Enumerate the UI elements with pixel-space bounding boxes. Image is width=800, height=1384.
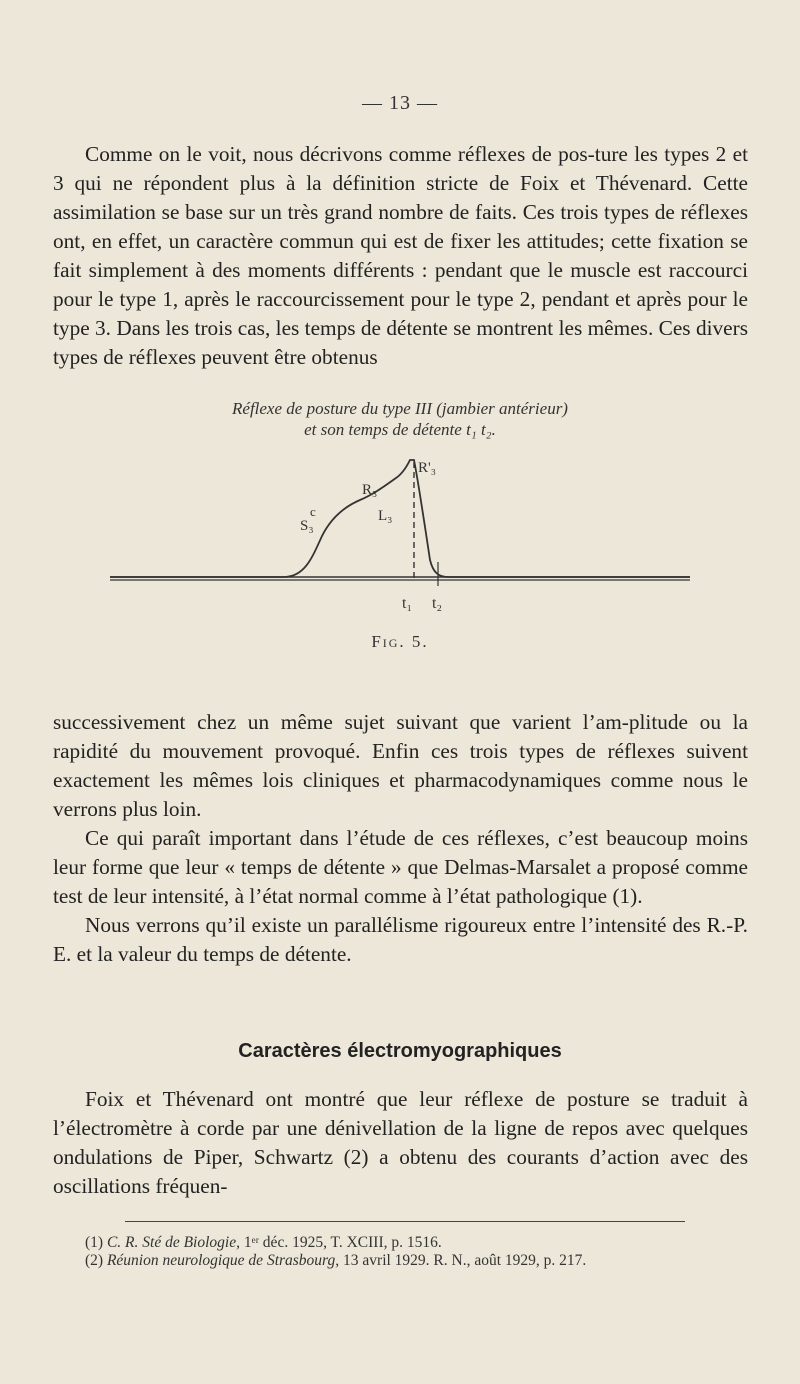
paragraph-2	[53, 708, 748, 969]
footnote-marker: (2)	[85, 1252, 107, 1269]
paragraph-text: Nous verrons qu’il existe un parallélisme rigoureux entre l’intensité des R.-P. E. et la valeur du temps de détente.	[53, 913, 748, 966]
label-t1: t₁	[402, 595, 413, 612]
reflex-trace-figure	[100, 440, 700, 620]
paragraph-text: Foix et Thévenard ont montré que leur réflexe de posture se traduit à l’électromètre à corde par une dénivellation de la ligne de repos avec quelques ondulations de Piper, Schwartz (2) a obtenu des courants d’action avec des oscillations fréquen-	[53, 1087, 748, 1198]
footnotes	[53, 1234, 748, 1270]
paragraph-text: successivement chez un même sujet suivant que varient l’am-plitude ou la rapidité du mouvement provoqué. Enfin ces trois types de réflexes suivent exactement les mêmes lois cliniques et pharmacodynamiques comme nous le verrons plus loin.	[53, 710, 748, 821]
footnote-text: 13 avril 1929. R. N., août 1929, p. 217.	[339, 1252, 587, 1269]
label-t2: t₂	[432, 595, 443, 612]
reflex-curve	[110, 460, 690, 577]
footnote-source: C. R. Sté de Biologie,	[106, 1234, 240, 1251]
label-c: c	[310, 504, 316, 519]
label-s3: S₃	[300, 518, 314, 534]
paragraph-1	[53, 140, 748, 372]
footnote-2	[53, 1252, 748, 1270]
footnote-source: Réunion neurologique de Strasbourg,	[106, 1252, 340, 1269]
label-l3: L₃	[378, 508, 393, 524]
label-r3: R₃	[362, 482, 378, 498]
footnote-1	[53, 1234, 748, 1252]
figure-number: Fig. 5.	[371, 632, 429, 651]
figure-caption	[0, 398, 800, 440]
caption-line-2: et son temps de détente t₁ t₂.	[304, 420, 496, 439]
caption-line-1: Réflexe de posture du type III (jambier antérieur)	[232, 399, 568, 418]
paragraph-3	[53, 1085, 748, 1201]
paragraph-text: Comme on le voit, nous décrivons comme réflexes de pos-ture les types 2 et 3 qui ne répondent plus à la définition stricte de Foix et Thévenard. Cette assimilation se base sur un très grand nombre de faits. Ces trois types de réflexes ont, en effet, un caractère commun qui est de fixer les attitudes; cette fixation se fait simplement à des moments différents : pendant que le muscle est raccourci pour le type 1, après le raccourcissement pour le type 2, pendant et après pour le type 3. Dans les trois cas, les temps de détente se montrent les mêmes. Ces divers types de réflexes peuvent être obtenus	[53, 142, 748, 369]
footnote-text: 1ᵉʳ déc. 1925, T. XCIII, p. 1516.	[239, 1234, 442, 1251]
footnote-divider	[125, 1221, 685, 1222]
section-heading: Caractères électromyographiques	[238, 1040, 562, 1062]
label-r3-prime: R'₃	[418, 460, 436, 476]
paragraph-text: Ce qui paraît important dans l’étude de ces réflexes, c’est beaucoup moins leur forme que leur « temps de détente » que Delmas-Marsalet a proposé comme test de leur intensité, à l’état normal comme à l’état pathologique (1).	[53, 826, 748, 908]
page-number: — 13 —	[362, 92, 438, 114]
footnote-marker: (1)	[85, 1234, 107, 1251]
